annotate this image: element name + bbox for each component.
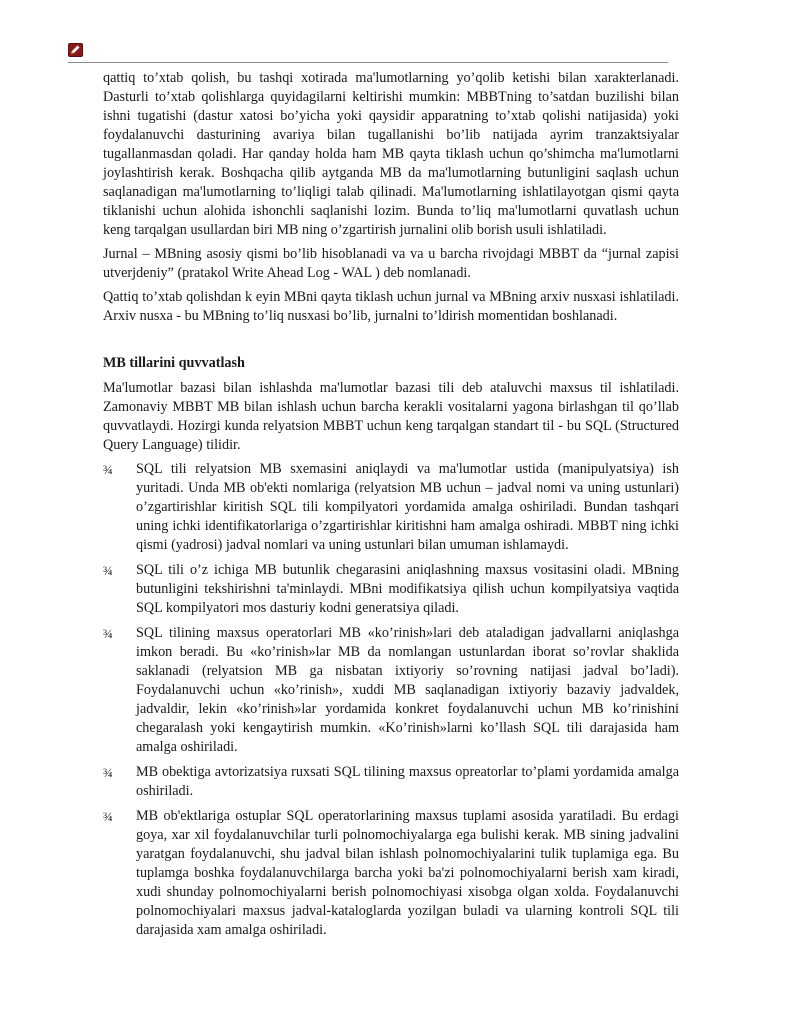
list-item-text: MB ob'ektlariga ostuplar SQL operatorlarining maxsus tuplami asosida yaratiladi. Bu erdagi goya, xar xil foydalanuvchilar turli polnomochiyalarga ega bulishi kerak. MB sining jadvalini yaratgan foydalanuvchi, shu jadval bilan ishlash polnomochiyalarini tulik tuplamiga ega. Bu tuplamga boshka foydalanuvchilarga barcha yoki ba'zi polnomochiyalarni berish xam kiradi, xudi shunday polnomochiyalarni berish polnomochiyasi xisobga olgan xolda. Foydalanuvchi polnomochiyalari maxsus jadval-kataloglarda yozilgan buladi va ularning kontroli SQL tili darajasida xam amalga oshiriladi. bbox=[136, 808, 679, 938]
bullet-list bbox=[103, 460, 679, 940]
bullet-marker: ¾ bbox=[103, 462, 113, 477]
list-item bbox=[103, 763, 679, 801]
bullet-marker: ¾ bbox=[103, 809, 113, 824]
paragraph-journal: Jurnal – MBning asosiy qismi bo’lib hisoblanadi va va u barcha rivojdagi MBBT da “jurnal zapisi utverjdeniy” (pratakol Write Ahead Log - WAL ) deb nomlanadi. bbox=[103, 246, 679, 281]
list-item-text: SQL tilining maxsus operatorlari MB «ko’rinish»lari deb ataladigan jadvallarni aniqlashga imkon beradi. Bu «ko’rinish»lar MB da nomlangan ustunlardan iborat so’rovlar shaklida saklanadi (relyatsion MB ga nisbatan ixtiyoriy so’rovning natijasi jadval bo’ladi). Foydalanuvchi uchun «ko’rinish», xuddi MB saqlanadigan ixtiyoriy bazaviy jadvaldek, jadvaldir, lekin «ko’rinish»lar yordamida konkret foydalanuvchi uchun MB ko’rinishini chegaralash yoki kengaytirish mumkin. «Ko’rinish»larni ko’llash SQL tili darajasida ham amalga oshiriladi. bbox=[136, 625, 679, 755]
section-heading: MB tillarini quvvatlash bbox=[103, 355, 245, 371]
pdf-edit-icon bbox=[68, 43, 83, 57]
page-content bbox=[103, 69, 679, 946]
header-divider bbox=[68, 62, 668, 63]
list-item-text: MB obektiga avtorizatsiya ruxsati SQL tilining maxsus opreatorlar to’plami yordamida amalga oshiriladi. bbox=[136, 764, 679, 799]
paragraph-failure-recovery: qattiq to’xtab qolish, bu tashqi xotirada ma'lumotlarning yo’qolib ketishi bilan xarakterlanadi. Dasturli to’xtab qolishlarga quyidagilarni keltirishi mumkin: MBBTning to’satdan buzilishi bilan ishni tugatishi (dastur xatosi bo’yicha yoki qaysidir apparatning to’xtab qolishi natijasida) yoki foydalanuvchi dasturining avariya bilan tugallanishi bo’lib natijada ayrim tranzaktsiyalar tugallanmasdan qoladi. Har qanday holda ham MB qayta tiklash uchun qo’shimcha ma'lumotlarni joylashtirish kerak. Boshqacha qilib aytganda MB da ma'lumotlarning butunligini saqlash uchun saqlanadigan ma'lumotlarning to’liqligi talab qilinadi. Ma'lumotlarning ishlatilayotgan qismi qayta tiklanishi uchun alohida ishonchli saqlanishi lozim. Bunda to’liq ma'lumotlarni quvatlash uchun keng tarqalgan usullardan biri MB ning o’zgartirish jurnalini olib borish usuli ishlatiladi. bbox=[103, 70, 679, 238]
bullet-marker: ¾ bbox=[103, 765, 113, 780]
list-item bbox=[103, 460, 679, 555]
paragraph-archive-copy: Qattiq to’xtab qolishdan k eyin MBni qayta tiklash uchun jurnal va MBning arxiv nusxasi ishlatiladi. Arxiv nusxa - bu MBning to’liq nusxasi bo’lib, jurnalni to’ldirish momentidan boshlanadi. bbox=[103, 289, 679, 324]
bullet-marker: ¾ bbox=[103, 626, 113, 641]
bullet-marker: ¾ bbox=[103, 563, 113, 578]
list-item bbox=[103, 807, 679, 940]
list-item bbox=[103, 561, 679, 618]
list-item bbox=[103, 624, 679, 757]
list-item-text: SQL tili relyatsion MB sxemasini aniqlaydi va ma'lumotlar ustida (manipulyatsiya) ish yuritadi. Unda MB ob'ekti nomlariga (relyatsion MB uchun – jadval nomi va uning ustunlari) o’zgartirishlar kiritish SQL tili kompilyatori yordamida amalga oshiriladi. Bundan tashqari uning ichki identifikatorlariga o’zgartirishlar kiritishni ham amalga oshiradi. MBBT ning ichki qismi (yadrosi) jadval nomlari va uning ustunlari bilan umuman ishlamaydi. bbox=[136, 461, 679, 553]
list-item-text: SQL tili o’z ichiga MB butunlik chegarasini aniqlashning maxsus vositasini oladi. MBning butunligini tekshirishni ta'minlaydi. MBni modifikatsiya qilish uchun kompilyatsiya vaqtida SQL kompilyatori mos dasturiy kodni generatsiya qiladi. bbox=[136, 562, 679, 616]
section-intro-paragraph: Ma'lumotlar bazasi bilan ishlashda ma'lumotlar bazasi tili deb ataluvchi maxsus til ishlatiladi. Zamonaviy MBBT MB bilan ishlash uchun barcha kerakli vositalarni yagona birlashgan til qo’llab quvvatlaydi. Hozirgi kunda relyatsion MBBT uchun keng tarqalgan standart til - bu SQL (Structured Query Language) tilidir. bbox=[103, 380, 679, 453]
